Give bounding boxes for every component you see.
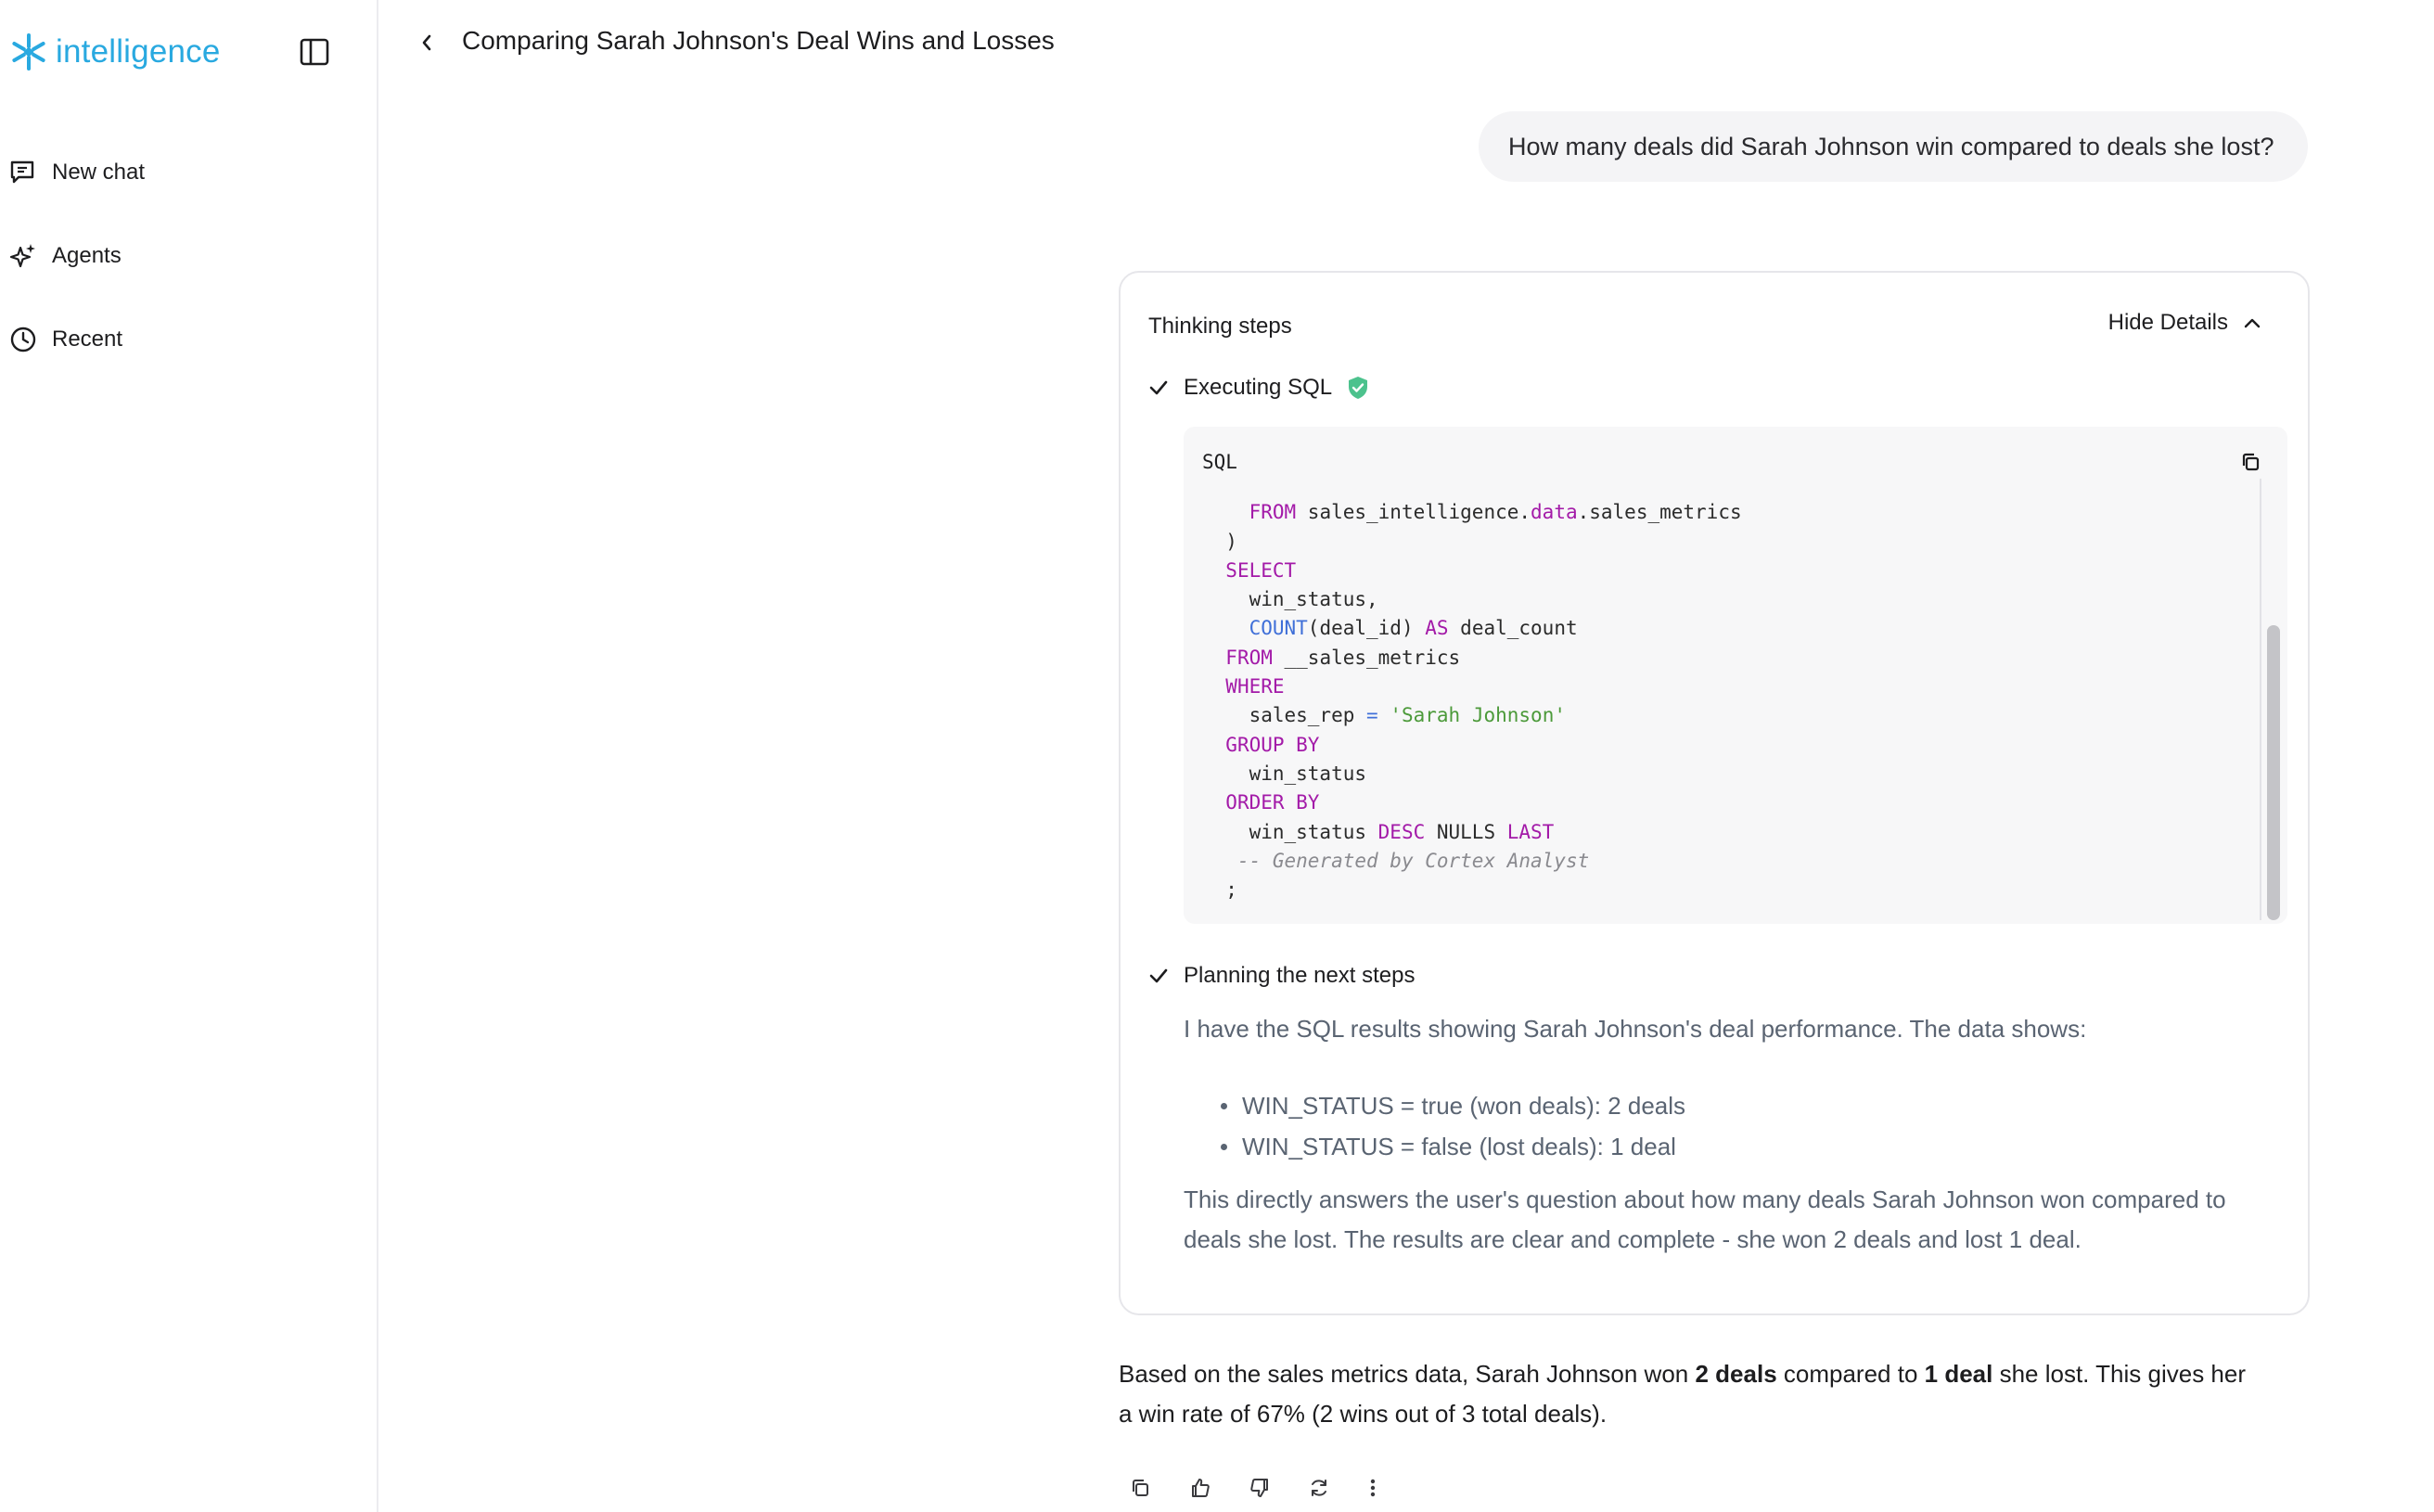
more-vertical-icon [1367, 1477, 1378, 1499]
page-title: Comparing Sarah Johnson's Deal Wins and Losses [462, 26, 1055, 55]
sidebar-item-recent[interactable] [9, 321, 122, 358]
plan-conclusion [1184, 1180, 2226, 1260]
sparkle-icon [9, 242, 37, 270]
back-button[interactable] [414, 28, 440, 58]
sidebar-item-label: Recent [52, 327, 123, 352]
answer-bold: 2 deals [1695, 1360, 1777, 1388]
code-content [1202, 469, 2260, 924]
sidebar-toggle-button[interactable] [299, 37, 330, 67]
code-line: SELECT [1225, 558, 1297, 582]
plan-conclusion-line: deals she lost. The results are clear and complete - she won 2 deals and lost 1 deal. [1184, 1225, 2082, 1253]
bullet-text: WIN_STATUS = true (won deals): 2 deals [1242, 1091, 1686, 1120]
plan-bullet-list [1221, 1085, 1685, 1167]
code-line: win_status DESC NULLS LAST [1202, 820, 1555, 843]
plan-conclusion-line: This directly answers the user's question about how many deals Sarah Johnson won compared to [1184, 1185, 2226, 1213]
bullet-text: WIN_STATUS = false (lost deals): 1 deal [1242, 1132, 1676, 1160]
code-language-label: SQL [1202, 451, 1237, 473]
code-line: FROM __sales_metrics [1225, 646, 1461, 669]
chevron-up-icon [2243, 316, 2261, 329]
refresh-icon [1308, 1477, 1330, 1499]
step-executing-sql [1148, 375, 1369, 401]
sidebar-item-label: New chat [52, 160, 146, 185]
code-line: GROUP BY [1225, 733, 1320, 756]
code-line: ORDER BY [1225, 791, 1320, 814]
chevron-left-icon [419, 32, 434, 53]
sidebar [0, 0, 378, 1512]
message-actions [1130, 1473, 1427, 1503]
regenerate-button[interactable] [1308, 1473, 1367, 1503]
sidebar-item-label: Agents [52, 243, 122, 268]
list-item [1221, 1085, 1685, 1126]
answer-text: Based on the sales metrics data, Sarah Johnson won [1119, 1360, 1696, 1388]
thumbs-up-button[interactable] [1189, 1473, 1249, 1503]
code-line: COUNT(deal_id) AS deal_count [1249, 617, 1578, 640]
code-line: WHERE [1225, 675, 1285, 698]
thumbs-down-button[interactable] [1249, 1473, 1308, 1503]
thumbs-up-icon [1189, 1477, 1211, 1499]
bullet-dot [1221, 1144, 1227, 1150]
code-line: ; [1202, 878, 1237, 902]
verified-shield-icon [1347, 376, 1369, 400]
code-line: sales_rep = 'Sarah Johnson' [1202, 704, 1566, 727]
code-line: -- Generated by Cortex Analyst [1236, 849, 1590, 872]
plan-intro: I have the SQL results showing Sarah Johnson's deal performance. The data shows: [1184, 1015, 2087, 1043]
answer-bold: 1 deal [1924, 1360, 1993, 1388]
step-planning [1148, 963, 1416, 989]
chat-icon [9, 159, 37, 186]
answer-line: a win rate of 67% (2 wins out of 3 total deals). [1119, 1400, 1608, 1428]
step-label: Planning the next steps [1184, 963, 1416, 988]
assistant-answer [1119, 1354, 2315, 1434]
thinking-steps-title: Thinking steps [1148, 314, 1292, 339]
code-scrollbar[interactable] [2260, 479, 2287, 920]
snowflake-logo-icon [9, 32, 48, 71]
hide-details-label: Hide Details [2107, 310, 2228, 335]
brand-name: intelligence [56, 33, 221, 70]
answer-text: she lost. This gives her [1992, 1360, 2247, 1388]
checkmark-icon [1148, 966, 1169, 986]
brand-logo[interactable] [9, 32, 221, 72]
code-line: ) [1202, 530, 1237, 553]
user-message-text: How many deals did Sarah Johnson win compared to deals she lost? [1508, 132, 2274, 160]
hide-details-button[interactable] [2108, 310, 2261, 336]
sidebar-panel-icon [300, 38, 329, 66]
copy-icon [1130, 1478, 1150, 1498]
user-message-bubble [1479, 111, 2308, 182]
sidebar-item-new-chat[interactable] [9, 154, 145, 191]
code-line: FROM sales_intelligence.data.sales_metrics [1249, 501, 1742, 524]
sql-code-block [1184, 427, 2287, 924]
copy-button[interactable] [1130, 1473, 1189, 1503]
code-scrollbar-thumb[interactable] [2267, 625, 2280, 920]
answer-line [1119, 1354, 2315, 1394]
more-options-button[interactable] [1367, 1473, 1427, 1503]
sidebar-item-agents[interactable] [9, 237, 122, 275]
clock-icon [9, 326, 37, 353]
list-item [1221, 1126, 1685, 1167]
thumbs-down-icon [1249, 1477, 1271, 1499]
thinking-steps-card [1119, 271, 2310, 1315]
answer-text: compared to [1776, 1360, 1925, 1388]
bullet-dot [1221, 1103, 1227, 1109]
step-label: Executing SQL [1184, 375, 1333, 400]
checkmark-icon [1148, 378, 1169, 398]
code-line: win_status [1202, 762, 1367, 785]
code-line: win_status, [1202, 588, 1378, 611]
